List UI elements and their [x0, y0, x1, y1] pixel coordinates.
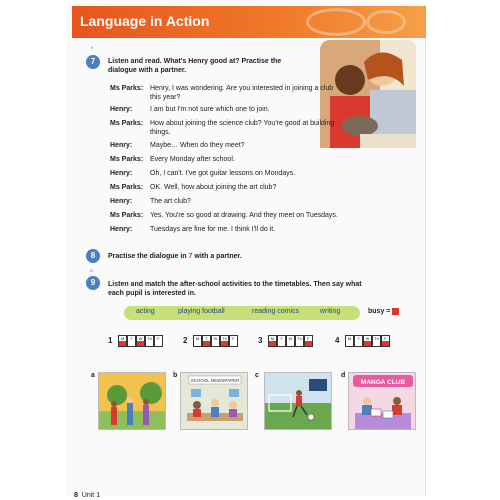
sign-text: SCHOOL NEWSPAPER	[190, 378, 240, 383]
timetable-number: 2	[183, 336, 188, 345]
acting-illustration	[99, 373, 166, 430]
day-label: W	[213, 336, 218, 341]
line-text: The art club?	[150, 198, 191, 205]
timetable-day-cell	[286, 335, 295, 347]
activity-label: reading comics	[252, 308, 300, 315]
line-text: I am but I'm not sure which one to join.	[150, 106, 270, 113]
day-label: T	[280, 336, 283, 341]
timetable-number: 3	[258, 336, 263, 345]
day-label: F	[384, 336, 387, 341]
page-number: 8	[74, 492, 78, 499]
line-text: Every Monday after school.	[150, 156, 235, 163]
timetable-day-cell	[118, 335, 127, 347]
exercise-number-7: 7	[86, 55, 100, 69]
line-text: Henry, I was wondering. Are you interested in joining a club this year?	[150, 85, 334, 101]
timetable-day-cell	[229, 335, 238, 347]
speaker: Ms Parks:	[110, 212, 144, 219]
timetable-day-cell	[268, 335, 277, 347]
speaker: Henry:	[110, 198, 133, 205]
day-label: W	[365, 336, 370, 341]
page-footer	[74, 492, 100, 499]
free-mark	[194, 341, 201, 346]
speaker: Ms Parks:	[110, 156, 144, 163]
timetable-day-cell	[372, 335, 381, 347]
reading-comics-illustration	[349, 373, 416, 430]
exercise-8-instruction	[108, 252, 328, 261]
picture-acting	[98, 372, 166, 430]
instruction-text: Practise the dialogue in	[108, 253, 189, 260]
timetable-day-cell	[127, 335, 136, 347]
exercise-number-8: 8	[86, 249, 100, 263]
free-mark	[296, 341, 303, 346]
busy-mark	[203, 341, 210, 346]
timetable-day-cell	[136, 335, 145, 347]
busy-mark	[364, 341, 371, 346]
header-decoration	[366, 10, 406, 34]
picture-letter: d	[341, 372, 346, 379]
free-mark	[230, 341, 237, 346]
line-text: How about joining the science club? You're good at building things.	[150, 120, 335, 136]
track-number: 10	[89, 268, 94, 273]
day-label: F	[157, 336, 160, 341]
timetable-day-cell	[154, 335, 163, 347]
section-title: Language in Action	[80, 13, 210, 29]
activity-word-bank	[124, 306, 360, 320]
speaker: Ms Parks:	[110, 184, 144, 191]
day-label: M	[195, 336, 200, 341]
day-label: W	[138, 336, 143, 341]
busy-mark	[137, 341, 144, 346]
busy-mark	[305, 341, 312, 346]
day-label: Th	[147, 336, 152, 341]
picture-letter: a	[91, 372, 95, 379]
picture-letter: c	[255, 372, 259, 379]
timetable-cells	[118, 335, 163, 347]
timetable-day-cell	[345, 335, 354, 347]
line-text: OK. Well, how about joining the art club?	[150, 184, 277, 191]
free-mark	[155, 341, 162, 346]
speaker: Henry:	[110, 226, 133, 233]
timetable-number: 1	[108, 336, 113, 345]
picture-reading-comics	[348, 372, 416, 430]
header-decoration	[306, 8, 366, 36]
day-label: Th	[297, 336, 302, 341]
speaker: Ms Parks:	[110, 120, 144, 127]
timetable-day-cell	[295, 335, 304, 347]
day-label: W	[288, 336, 293, 341]
timetable-day-cell	[277, 335, 286, 347]
free-mark	[373, 341, 380, 346]
timetable-number: 4	[335, 336, 340, 345]
sign-text: MANGA CLUB	[360, 379, 406, 386]
busy-mark	[221, 341, 228, 346]
timetable-day-cell	[354, 335, 363, 347]
picture-football	[264, 372, 332, 430]
busy-mark	[269, 341, 276, 346]
section-header	[72, 6, 426, 38]
day-label: M	[270, 336, 275, 341]
day-label: T	[205, 336, 208, 341]
speaker: Henry:	[110, 106, 133, 113]
line-text: Maybe… When do they meet?	[150, 142, 245, 149]
timetable-day-cell	[193, 335, 202, 347]
activity-label: writing	[320, 308, 341, 315]
timetable-day-cell	[220, 335, 229, 347]
track-number: 9	[91, 45, 94, 50]
speaker: Henry:	[110, 170, 133, 177]
free-mark	[346, 341, 353, 346]
exercise-7-instruction: Listen and read. What's Henry good at? Practise the dialogue with a partner.	[108, 58, 282, 74]
day-label: Th	[374, 336, 379, 341]
free-mark	[146, 341, 153, 346]
busy-legend-label: busy =	[368, 308, 391, 315]
day-label: M	[347, 336, 352, 341]
line-text: Oh, I can't. I've got guitar lessons on Mondays.	[150, 170, 296, 177]
timetable-day-cell	[145, 335, 154, 347]
day-label: T	[357, 336, 360, 341]
day-label: F	[232, 336, 235, 341]
free-mark	[212, 341, 219, 346]
line-text: Tuesdays are fine for me. I think I'll do it.	[150, 226, 276, 233]
free-mark	[355, 341, 362, 346]
timetable-day-cell	[211, 335, 220, 347]
speaker: Ms Parks:	[110, 85, 144, 92]
busy-mark	[119, 341, 126, 346]
timetable-day-cell	[363, 335, 372, 347]
free-mark	[287, 341, 294, 346]
writing-illustration	[181, 373, 248, 430]
day-label: F	[307, 336, 310, 341]
instruction-text: with a partner.	[192, 253, 242, 260]
picture-writing	[180, 372, 248, 430]
timetable-day-cell	[304, 335, 313, 347]
activity-label: acting	[136, 308, 155, 315]
timetable-cells	[268, 335, 313, 347]
busy-mark	[382, 341, 389, 346]
unit-label: Unit 1	[81, 492, 101, 499]
line-text: Yes. You're so good at drawing. And they meet on Tuesdays.	[150, 212, 338, 219]
activity-label: playing football	[178, 308, 225, 315]
football-illustration	[265, 373, 332, 430]
busy-legend-swatch	[392, 308, 399, 315]
free-mark	[128, 341, 135, 346]
timetable-cells	[193, 335, 238, 347]
exercise-number-9: 9	[86, 276, 100, 290]
timetable-day-cell	[202, 335, 211, 347]
speaker: Henry:	[110, 142, 133, 149]
picture-letter: b	[173, 372, 178, 379]
timetable-cells	[345, 335, 390, 347]
timetable-day-cell	[381, 335, 390, 347]
free-mark	[278, 341, 285, 346]
day-label: M	[120, 336, 125, 341]
exercise-9-instruction: Listen and match the after-school activities to the timetables. Then say what each pupil is interested in.	[108, 281, 362, 297]
exercise-reference: 7	[188, 253, 193, 260]
day-label: T	[130, 336, 133, 341]
day-label: Th	[222, 336, 227, 341]
